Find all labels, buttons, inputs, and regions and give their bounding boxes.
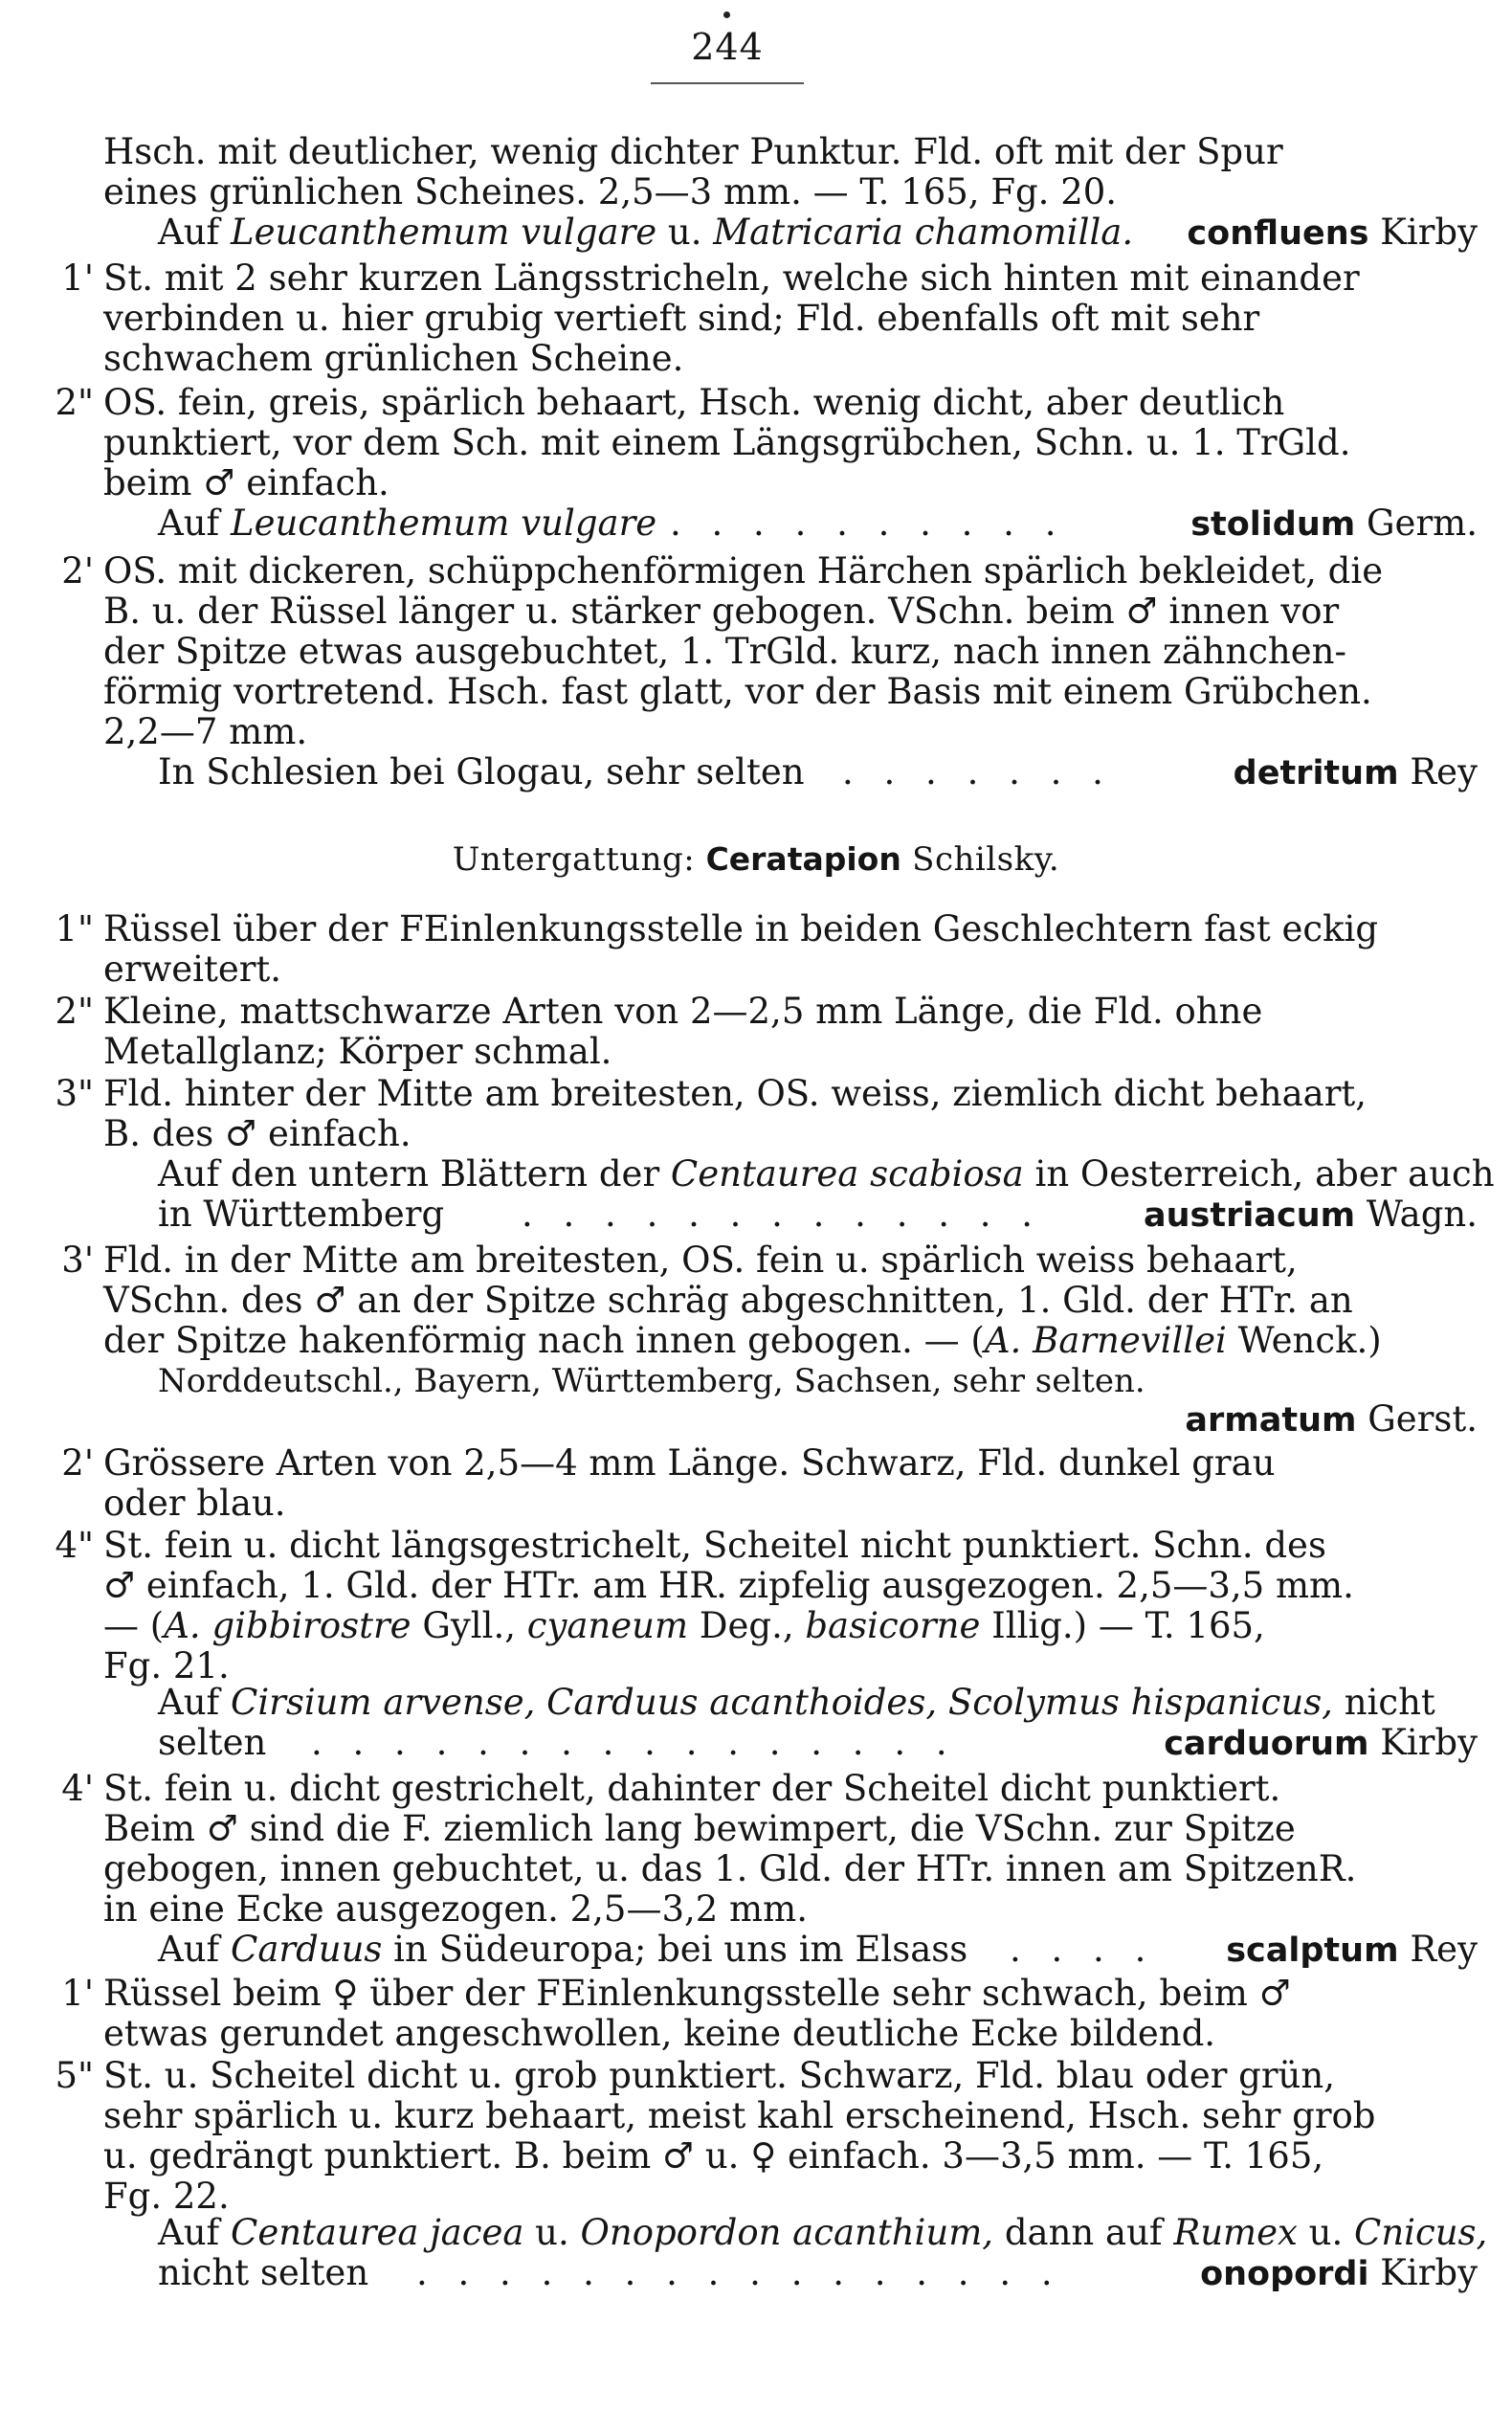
host-line: Auf den untern Blättern der Centaurea scabiosa in Oesterreich, aber auch (158, 1153, 1495, 1195)
key-entry: 3' Fld. in der Mitte am breitesten, OS. fein u. spärlich weiss behaart, (61, 1239, 1298, 1281)
host-line: Norddeutschl., Bayern, Württemberg, Sachsen, sehr selten. (158, 1362, 1145, 1400)
host-line: Auf Centaurea jacea u. Onopordon acanthium, dann auf Rumex u. Cnicus, (158, 2212, 1488, 2253)
host-line: Auf Carduus in Südeuropa; bei uns im Elsass (158, 1929, 968, 1970)
text-line: Metallglanz; Körper schmal. (103, 1031, 612, 1072)
text-line: beim ♂ einfach. (103, 462, 389, 503)
key-entry: 4" St. fein u. dicht längsgestrichelt, Scheitel nicht punktiert. Schn. des (55, 1525, 1326, 1566)
text-line: schwachem grünlichen Scheine. (103, 338, 684, 379)
species-name: scalptum Rey (1226, 1929, 1478, 1970)
page-dot-mark (723, 11, 730, 18)
host-line: Auf Cirsium arvense, Carduus acanthoides, Scolymus hispanicus, nicht (158, 1682, 1435, 1723)
key-entry: 2" OS. fein, greis, spärlich behaart, Hsch. wenig dicht, aber deutlich (55, 382, 1285, 423)
host-line: nicht selten (158, 2252, 369, 2293)
text-line: förmig vortretend. Hsch. fast glatt, vor der Basis mit einem Grübchen. (103, 671, 1372, 712)
key-entry: 4' St. fein u. dicht gestrichelt, dahinter der Scheitel dicht punktiert. (61, 1768, 1281, 1809)
page-number: 244 (691, 26, 764, 68)
species-name: carduorum Kirby (1164, 1722, 1478, 1763)
text-line: VSchn. des ♂ an der Spitze schräg abgeschnitten, 1. Gld. der HTr. an (103, 1280, 1353, 1321)
species-name: armatum Gerst. (1185, 1398, 1478, 1440)
subgenus-heading: Untergattung: Ceratapion Schilsky. (452, 840, 1060, 879)
leader-dots: . . . . (1010, 1929, 1156, 1970)
species-name: confluens Kirby (1187, 212, 1478, 253)
text-line: oder blau. (103, 1483, 286, 1524)
text-line: Beim ♂ sind die F. ziemlich lang bewimpert, die VSchn. zur Spitze (103, 1808, 1296, 1849)
text-line: erweitert. (103, 949, 282, 990)
key-entry: 2' OS. mit dickeren, schüppchenförmigen Härchen spärlich bekleidet, die (61, 550, 1384, 592)
key-entry: 1' Rüssel beim ♀ über der FEinlenkungsstelle sehr schwach, beim ♂ (61, 1973, 1291, 2014)
species-name: stolidum Germ. (1190, 502, 1478, 544)
header-rule (651, 82, 804, 84)
text-line: der Spitze etwas ausgebuchtet, 1. TrGld. kurz, nach innen zähnchen- (103, 631, 1346, 672)
text-line: verbinden u. hier grubig vertieft sind; Fld. ebenfalls oft mit sehr (103, 298, 1260, 339)
host-line: in Württemberg (158, 1194, 445, 1235)
leader-dots: . . . . . . . (842, 751, 1113, 793)
text-line: — (A. gibbirostre Gyll., cyaneum Deg., basicorne Illig.) — T. 165, (103, 1605, 1265, 1646)
leader-dots: . . . . . . . . . . . . . . . . (311, 1722, 957, 1763)
species-name: austriacum Wagn. (1143, 1194, 1478, 1235)
text-line: B. u. der Rüssel länger u. stärker gebogen. VSchn. beim ♂ innen vor (103, 591, 1340, 632)
text-line: Hsch. mit deutlicher, wenig dichter Punktur. Fld. oft mit der Spur (103, 131, 1283, 172)
host-line: selten (158, 1722, 267, 1763)
text-line: 2,2—7 mm. (103, 711, 308, 752)
key-entry: 5" St. u. Scheitel dicht u. grob punktiert. Schwarz, Fld. blau oder grün, (55, 2055, 1335, 2096)
text-line: etwas gerundet angeschwollen, keine deutliche Ecke bildend. (103, 2013, 1216, 2054)
text-line: der Spitze hakenförmig nach innen gebogen. — (A. Barnevillei Wenck.) (103, 1320, 1382, 1361)
key-entry: 3" Fld. hinter der Mitte am breitesten, OS. weiss, ziemlich dicht behaart, (55, 1073, 1367, 1114)
text-line: u. gedrängt punktiert. B. beim ♂ u. ♀ einfach. 3—3,5 mm. — T. 165, (103, 2135, 1324, 2177)
text-line: eines grünlichen Scheines. 2,5—3 mm. — T. 165, Fg. 20. (103, 171, 1118, 212)
host-line: Auf Leucanthemum vulgare u. Matricaria chamomilla. (158, 212, 1134, 253)
host-line: Auf Leucanthemum vulgare (158, 502, 657, 544)
text-line: gebogen, innen gebuchtet, u. das 1. Gld. der HTr. innen am SpitzenR. (103, 1848, 1357, 1889)
key-entry: 1" Rüssel über der FEinlenkungsstelle in beiden Geschlechtern fast eckig (55, 908, 1379, 949)
text-line: punktiert, vor dem Sch. mit einem Längsgrübchen, Schn. u. 1. TrGld. (103, 422, 1351, 463)
text-line: Fg. 21. (103, 1645, 230, 1686)
text-line: in eine Ecke ausgezogen. 2,5—3,2 mm. (103, 1888, 808, 1930)
key-entry: 2" Kleine, mattschwarze Arten von 2—2,5 mm Länge, die Fld. ohne (55, 991, 1263, 1032)
key-entry: 2' Grössere Arten von 2,5—4 mm Länge. Schwarz, Fld. dunkel grau (61, 1442, 1276, 1484)
text-line: B. des ♂ einfach. (103, 1113, 411, 1154)
text-line: ♂ einfach, 1. Gld. der HTr. am HR. zipfelig ausgezogen. 2,5—3,5 mm. (103, 1565, 1354, 1606)
leader-dots: . . . . . . . . . . (670, 502, 1066, 544)
key-entry: 1' St. mit 2 sehr kurzen Längsstricheln, welche sich hinten mit einander (61, 257, 1360, 299)
leader-dots: . . . . . . . . . . . . . . . . (416, 2252, 1062, 2293)
species-name: detritum Rey (1233, 751, 1478, 793)
text-line: sehr spärlich u. kurz behaart, meist kahl erscheinend, Hsch. sehr grob (103, 2095, 1376, 2136)
text-line: Fg. 22. (103, 2176, 230, 2217)
leader-dots: . . . . . . . . . . . . . (522, 1194, 1043, 1235)
species-name: onopordi Kirby (1200, 2252, 1478, 2293)
host-line: In Schlesien bei Glogau, sehr selten (158, 751, 805, 793)
